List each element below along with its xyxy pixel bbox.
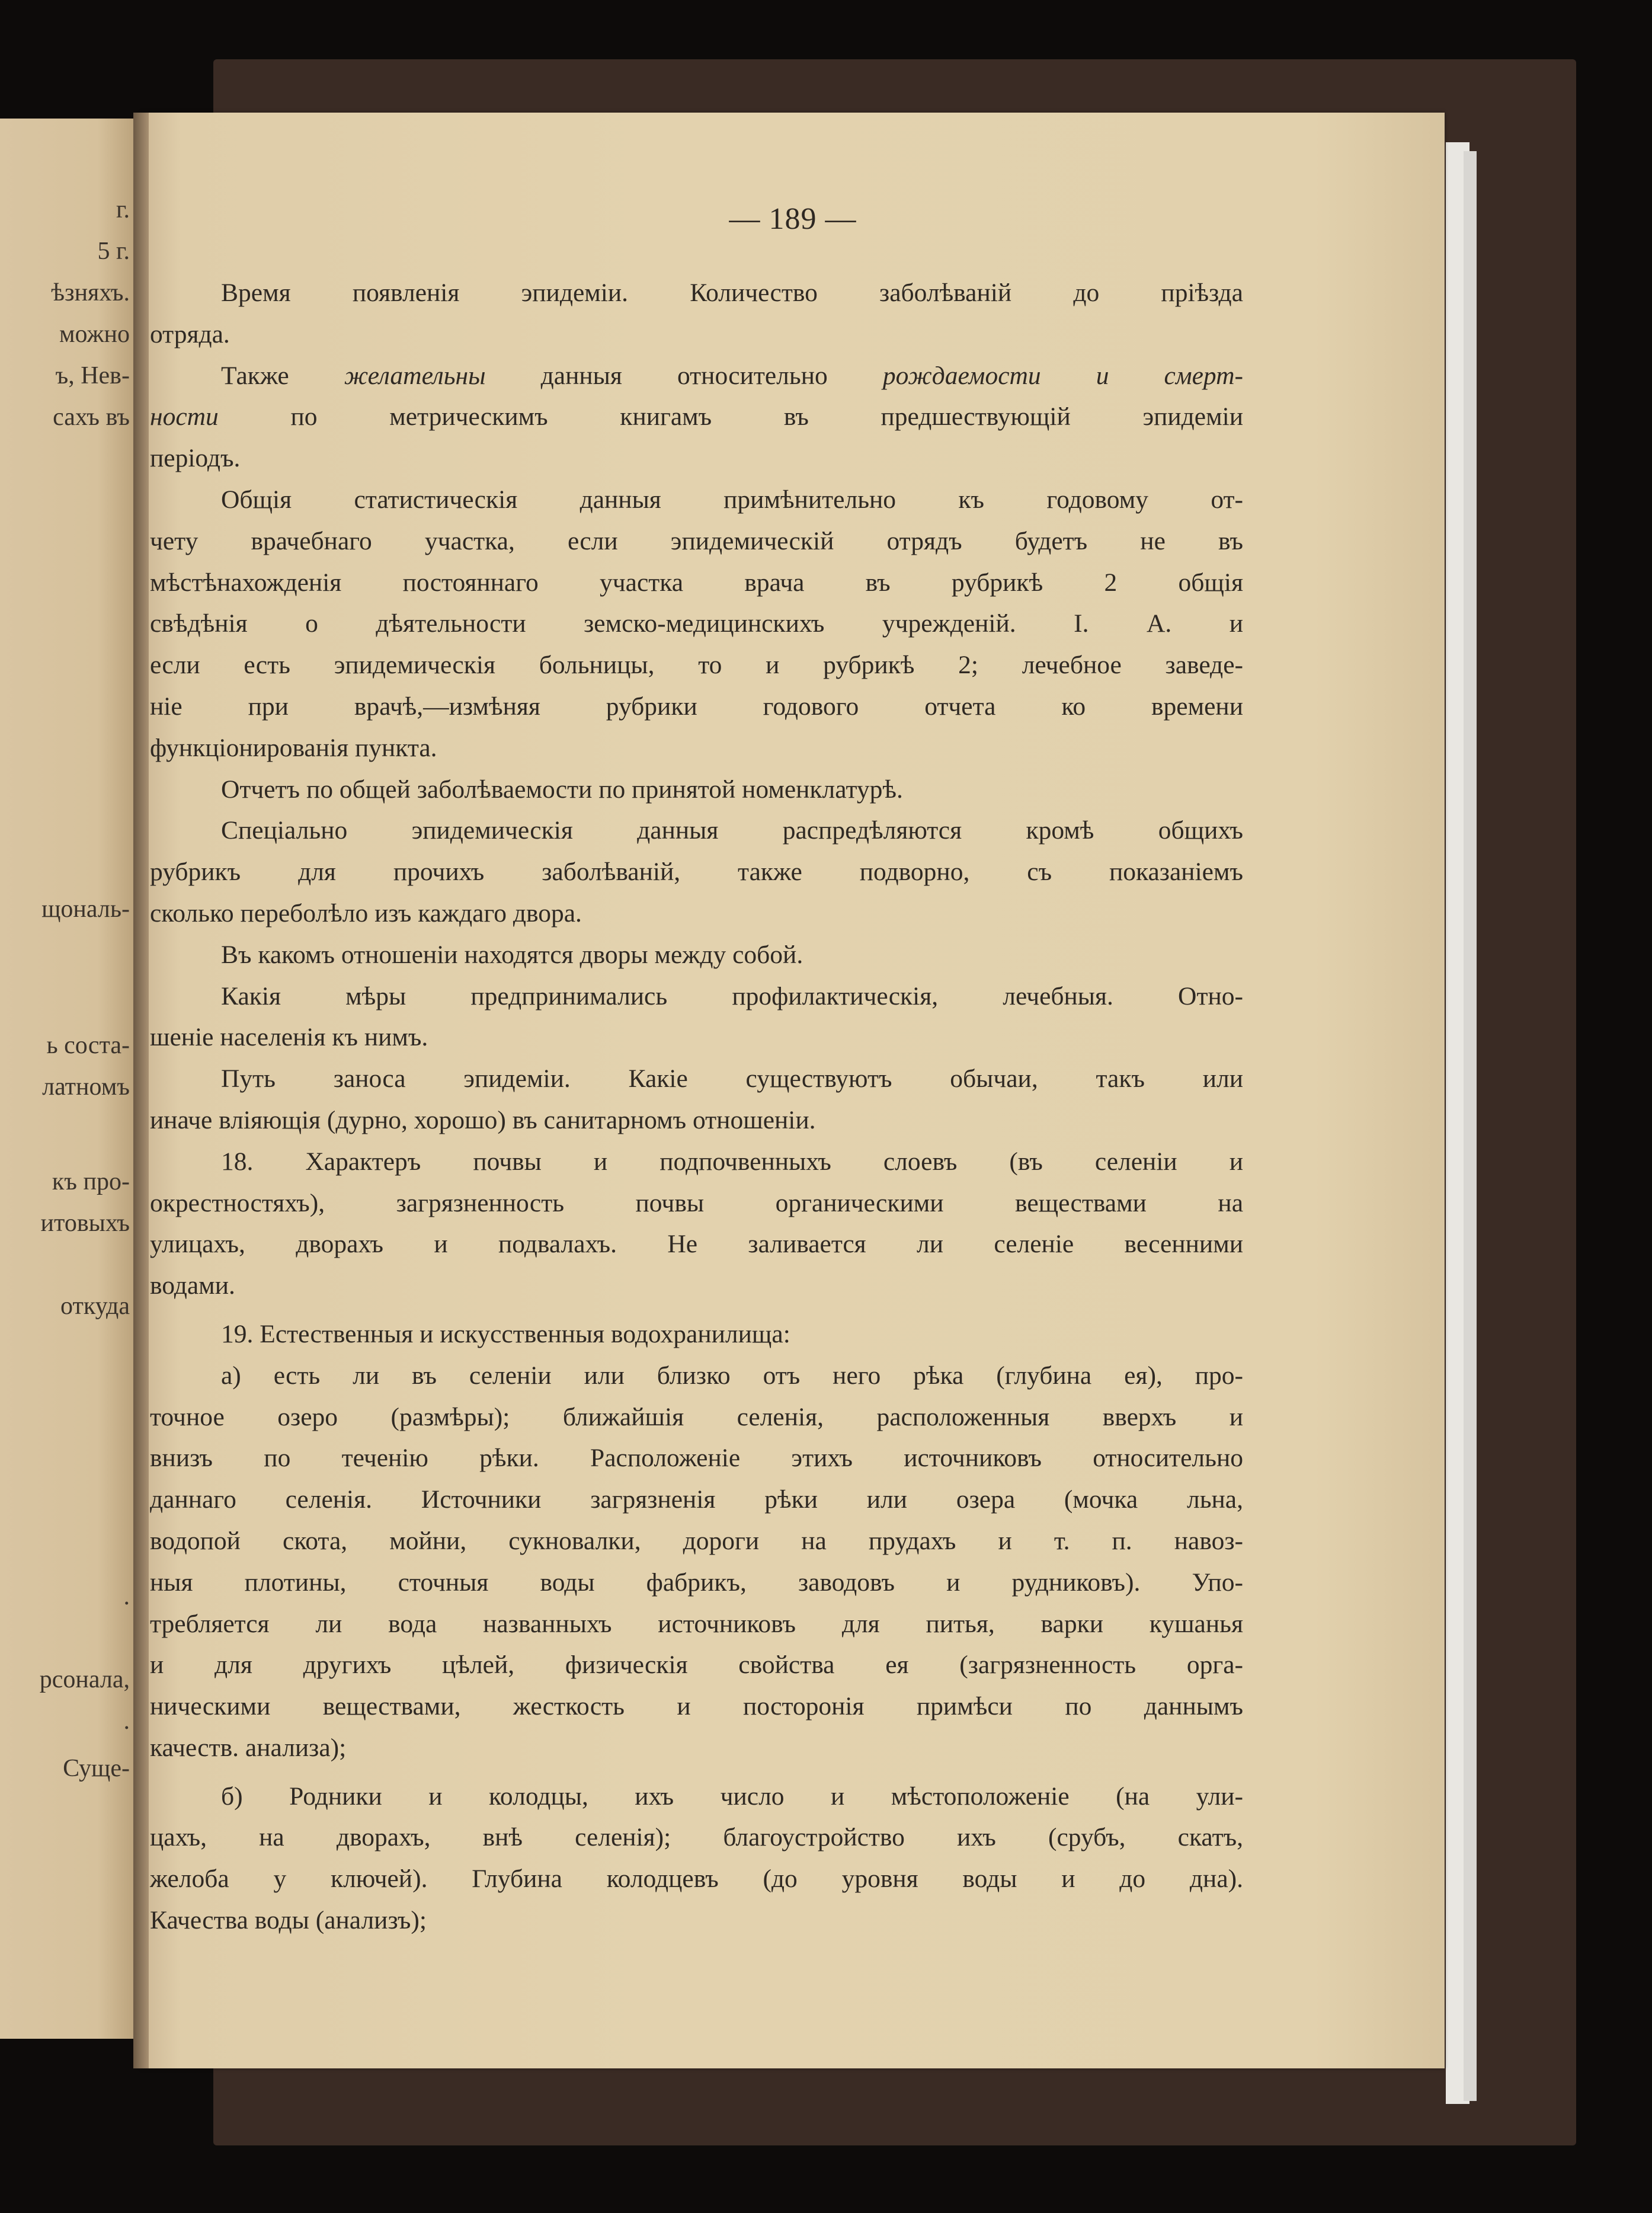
text-line: Путь заноса эпидеміи. Какіе существуютъ обычаи, такъ или: [221, 1064, 1243, 1093]
text-segment: Также: [221, 361, 344, 390]
text-line: даннаго селенія. Источники загрязненія рѣки или озера (мочка льна,: [150, 1485, 1243, 1514]
left-page-fragment: откуда: [60, 1293, 130, 1320]
text-line: Качества воды (анализъ);: [150, 1906, 427, 1935]
text-line: б) Родники и колодцы, ихъ число и мѣстоположеніе (на ули-: [221, 1782, 1243, 1811]
right-page: [141, 113, 1445, 2068]
left-page-fragment: 5 г.: [97, 238, 130, 265]
text-segment: данныя относительно: [485, 361, 883, 390]
text-line: желоба у ключей). Глубина колодцевъ (до уровня воды и до дна).: [150, 1865, 1243, 1894]
text-line: ническими веществами, жесткость и посторонія примѣси по даннымъ: [150, 1692, 1243, 1721]
text-line: а) есть ли въ селеніи или близко отъ него рѣка (глубина ея), про-: [221, 1361, 1243, 1390]
left-page-fragment: .: [123, 1583, 130, 1610]
left-page: [0, 119, 139, 2039]
text-segment: по метрическимъ книгамъ въ предшествующій эпидеміи: [218, 402, 1243, 431]
text-line: качеств. анализа);: [150, 1733, 347, 1762]
text-line: Отчетъ по общей заболѣваемости по принятой номенклатурѣ.: [221, 775, 903, 804]
text-line: Общія статистическія данныя примѣнительно къ годовому от-: [221, 485, 1243, 514]
text-line: окрестностяхъ), загрязненность почвы органическими веществами на: [150, 1188, 1243, 1217]
left-page-fragment: можно: [59, 321, 130, 348]
text-line: водопой скота, мойни, сукновалки, дороги на прудахъ и т. п. навоз-: [150, 1526, 1243, 1555]
italic-text: ности: [150, 402, 219, 431]
italic-text: желательны: [344, 361, 486, 390]
left-page-fragment: щональ-: [41, 896, 130, 923]
text-line: отряда.: [150, 319, 230, 348]
text-line: Время появленія эпидеміи. Количество заболѣваній до пріѣзда: [221, 279, 1243, 307]
text-line: и для другихъ цѣлей, физическія свойства ея (загрязненность орга-: [150, 1651, 1243, 1680]
book-gutter: [133, 113, 149, 2068]
left-page-fragment: сахъ въ: [53, 404, 130, 431]
page-number: — 189 —: [729, 202, 857, 236]
page-edges-shadow: [1464, 151, 1477, 2101]
text-line: Въ какомъ отношеніи находятся дворы между собой.: [221, 940, 803, 969]
text-line: точное озеро (размѣры); ближайшія селенія, расположенныя вверхъ и: [150, 1402, 1243, 1431]
left-page-fragment: Суще-: [63, 1755, 130, 1782]
text-line: шеніе населенія къ нимъ.: [150, 1023, 428, 1052]
text-line: рубрикъ для прочихъ заболѣваній, также подворно, съ показаніемъ: [150, 858, 1243, 887]
text-line: если есть эпидемическія больницы, то и рубрикѣ 2; лечебное заведе-: [150, 651, 1243, 680]
left-page-fragment: ъ, Нев-: [55, 362, 130, 389]
left-page-fragment: итовыхъ: [40, 1210, 130, 1237]
text-line: періодъ.: [150, 444, 241, 473]
text-line: [150, 396, 1243, 438]
text-line: водами.: [150, 1271, 235, 1300]
text-line: мѣстѣнахожденія постояннаго участка врача въ рубрикѣ 2 общія: [150, 568, 1243, 597]
text-line: внизъ по теченію рѣки. Расположеніе этихъ источниковъ относительно: [150, 1444, 1243, 1473]
text-line: улицахъ, дворахъ и подвалахъ. Не заливается ли селеніе весенними: [150, 1230, 1243, 1259]
text-line: 18. Характеръ почвы и подпочвенныхъ слоевъ (въ селеніи и: [221, 1147, 1243, 1176]
text-line: ніе при врачѣ,—измѣняя рубрики годового отчета ко времени: [150, 692, 1243, 721]
text-line: [150, 356, 1243, 397]
left-page-fragment: ѣзняхъ.: [51, 279, 130, 306]
text-line: Спеціально эпидемическія данныя распредѣляются кромѣ общихъ: [221, 816, 1243, 845]
text-line: ныя плотины, сточныя воды фабрикъ, заводовъ и рудниковъ). Упо-: [150, 1568, 1243, 1597]
left-page-fragment: г.: [116, 196, 130, 223]
italic-text: рождаемости и смерт-: [882, 361, 1244, 390]
text-line: требляется ли вода названныхъ источниковъ для питья, варки кушанья: [150, 1609, 1243, 1638]
text-line: цахъ, на дворахъ, внѣ селенія); благоустройство ихъ (срубъ, скатъ,: [150, 1823, 1243, 1852]
text-line: Какія мѣры предпринимались профилактическія, лечебныя. Отно-: [221, 981, 1243, 1010]
text-line: чету врачебнаго участка, если эпидемическій отрядъ будетъ не въ: [150, 526, 1243, 555]
text-line: свѣдѣнія о дѣятельности земско-медицинскихъ учрежденій. I. А. и: [150, 609, 1243, 638]
text-line: 19. Естественныя и искусственныя водохранилища:: [221, 1319, 790, 1348]
body-text: [150, 273, 1243, 1942]
left-page-fragment: рсонала,: [39, 1666, 130, 1693]
text-line: иначе вліяющія (дурно, хорошо) въ санитарномъ отношеніи.: [150, 1105, 816, 1134]
text-line: сколько переболѣло изъ каждаго двора.: [150, 898, 582, 928]
left-page-fragment: латномъ: [42, 1073, 130, 1101]
left-page-fragment: ь соста-: [46, 1032, 130, 1059]
text-line: функціонированія пункта.: [150, 733, 437, 762]
left-page-fragment: къ про-: [52, 1168, 130, 1195]
left-page-fragment: .: [123, 1707, 130, 1735]
